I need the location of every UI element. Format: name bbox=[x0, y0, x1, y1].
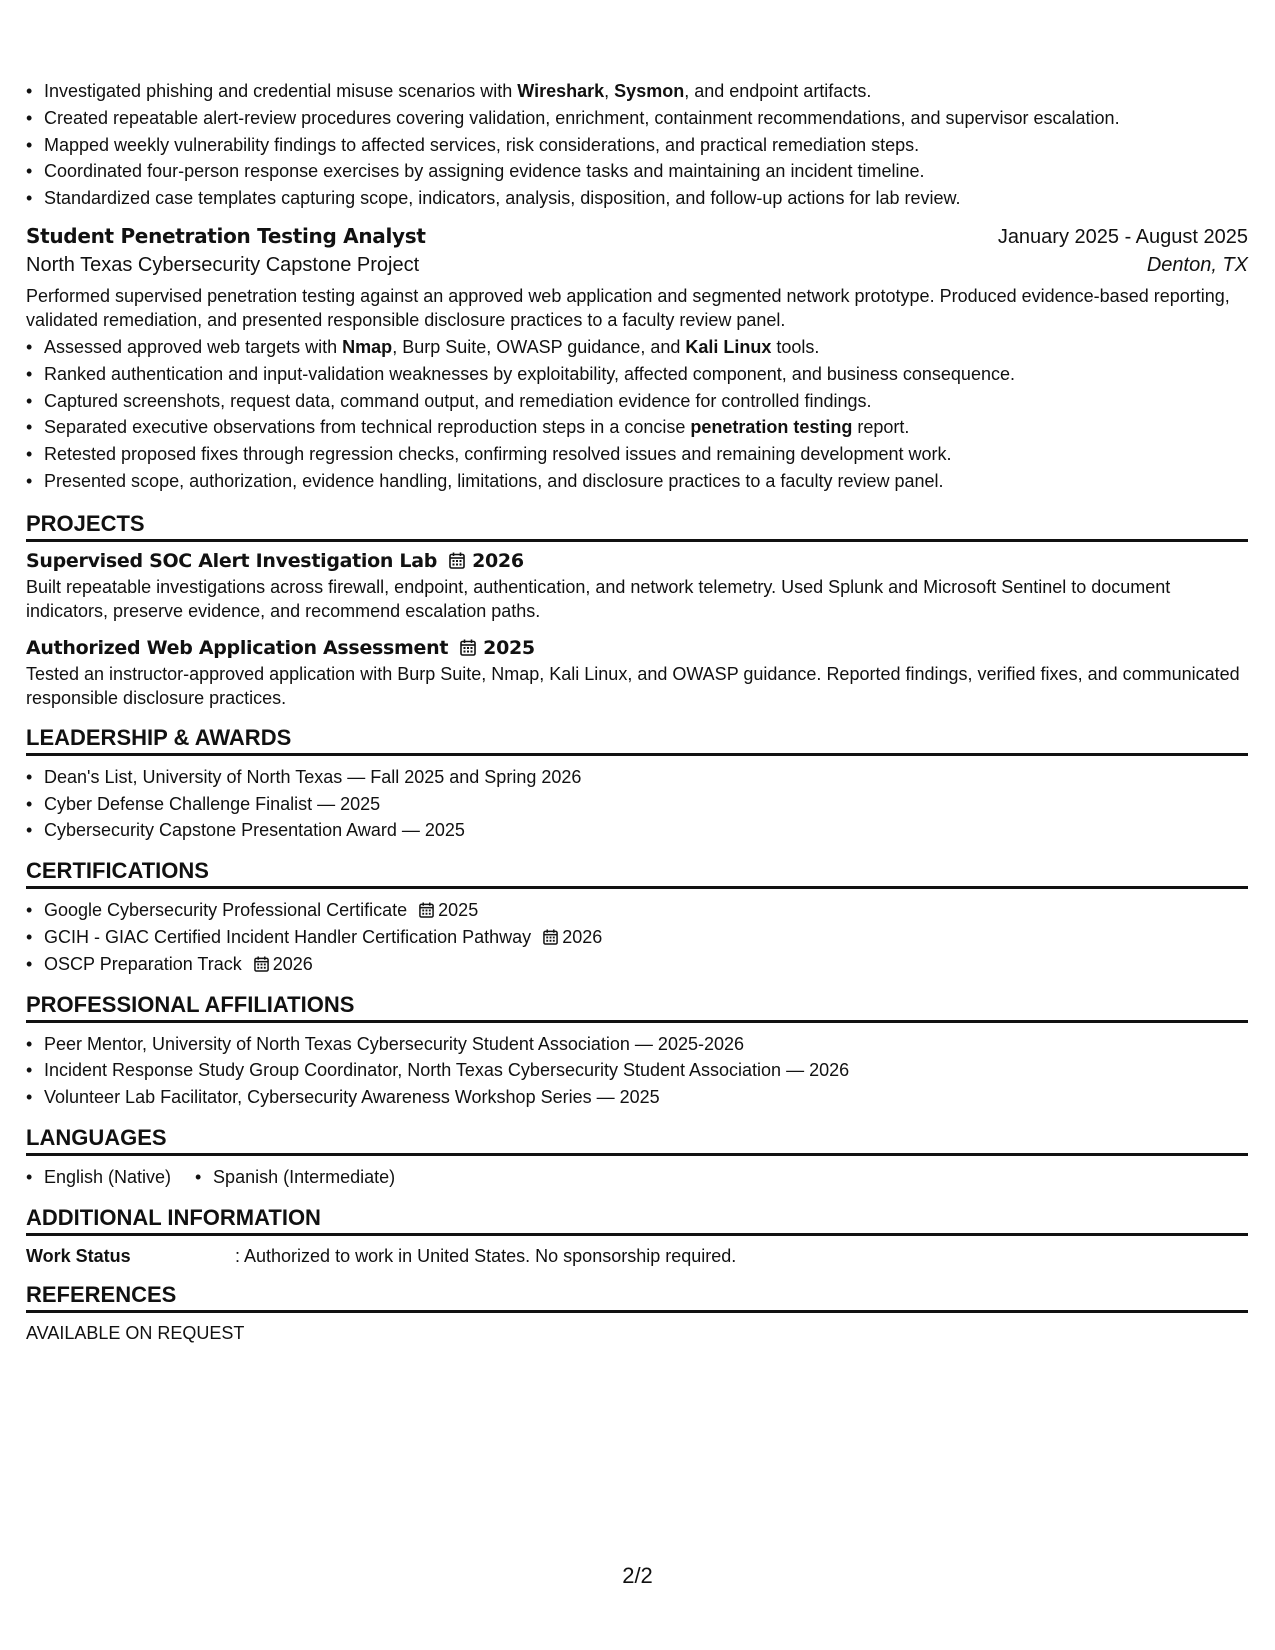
section-heading-leadership: LEADERSHIP & AWARDS bbox=[26, 725, 1248, 756]
resume-page bbox=[26, 78, 1248, 1345]
job-entry bbox=[26, 224, 1248, 495]
list-item: • GCIH - GIAC Certified Incident Handler Certification Pathway 2026 bbox=[44, 924, 1248, 951]
languages-list bbox=[26, 1164, 1248, 1191]
experience-bullets-top bbox=[26, 78, 1248, 212]
list-item: • Coordinated four-person response exercises by assigning evidence tasks and maintaining an incident timeline. bbox=[44, 158, 1248, 185]
certifications-list bbox=[26, 897, 1248, 977]
section-heading-projects: PROJECTS bbox=[26, 511, 1248, 542]
list-item: • Created repeatable alert-review procedures covering validation, enrichment, containment recommendations, and supervisor escalation. bbox=[44, 105, 1248, 132]
job-organization: North Texas Cybersecurity Capstone Project bbox=[26, 253, 420, 276]
list-item: • Volunteer Lab Facilitator, Cybersecurity Awareness Workshop Series — 2025 bbox=[44, 1084, 1248, 1111]
list-item: • Presented scope, authorization, evidence handling, limitations, and disclosure practices to a faculty review panel. bbox=[44, 468, 1248, 495]
list-item: • Google Cybersecurity Professional Certificate 2025 bbox=[44, 897, 1248, 924]
job-summary: Performed supervised penetration testing against an approved web application and segmented network prototype. Produced evidence-based reporting, validated remediation, and presented responsible disclosure practices to a faculty review panel. bbox=[26, 285, 1230, 331]
list-item: • Standardized case templates capturing scope, indicators, analysis, disposition, and follow-up actions for lab review. bbox=[44, 185, 1248, 212]
calendar-icon bbox=[449, 552, 465, 569]
project-year: 2026 bbox=[472, 549, 524, 572]
list-item: • Cyber Defense Challenge Finalist — 2025 bbox=[44, 791, 1248, 818]
list-item: • Assessed approved web targets with Nmap, Burp Suite, OWASP guidance, and Kali Linux tools. bbox=[44, 334, 1248, 361]
list-item: • Separated executive observations from technical reproduction steps in a concise penetration testing report. bbox=[44, 414, 1248, 441]
job-location: Denton, TX bbox=[1146, 253, 1248, 276]
project-header bbox=[26, 637, 1248, 659]
list-item: • Dean's List, University of North Texas — Fall 2025 and Spring 2026 bbox=[44, 764, 1248, 791]
leadership-list bbox=[26, 764, 1248, 844]
section-heading-additional-info: ADDITIONAL INFORMATION bbox=[26, 1205, 1248, 1236]
project-description: Tested an instructor-approved application with Burp Suite, Nmap, Kali Linux, and OWASP guidance. Reported findings, verified fixes, and communicated responsible disclosure practices. bbox=[26, 663, 1240, 709]
list-item: • Investigated phishing and credential misuse scenarios with Wireshark, Sysmon, and endpoint artifacts. bbox=[44, 78, 1248, 105]
list-item: • OSCP Preparation Track 2026 bbox=[44, 951, 1248, 978]
list-item: • Peer Mentor, University of North Texas Cybersecurity Student Association — 2025-2026 bbox=[44, 1031, 1248, 1058]
list-item: • Retested proposed fixes through regression checks, confirming resolved issues and remaining development work. bbox=[44, 441, 1248, 468]
calendar-icon bbox=[460, 639, 476, 656]
project-entry bbox=[26, 637, 1248, 711]
list-item: • English (Native) bbox=[44, 1164, 171, 1191]
calendar-icon bbox=[254, 956, 269, 972]
job-bullets bbox=[26, 334, 1248, 495]
calendar-icon bbox=[419, 902, 434, 918]
references-text: AVAILABLE ON REQUEST bbox=[26, 1322, 245, 1343]
job-title: Student Penetration Testing Analyst bbox=[26, 223, 426, 248]
project-header bbox=[26, 550, 1248, 572]
project-description: Built repeatable investigations across firewall, endpoint, authentication, and network telemetry. Used Splunk and Microsoft Sentinel to document indicators, preserve evidence, and recommend escalation paths. bbox=[26, 576, 1171, 622]
list-item: • Ranked authentication and input-validation weaknesses by exploitability, affected component, and business consequence. bbox=[44, 361, 1248, 388]
job-dates: January 2025 - August 2025 bbox=[997, 225, 1248, 248]
list-item: • Spanish (Intermediate) bbox=[213, 1164, 395, 1191]
affiliations-list bbox=[26, 1031, 1248, 1111]
list-item: • Mapped weekly vulnerability findings to affected services, risk considerations, and practical remediation steps. bbox=[44, 132, 1248, 159]
list-item: • Incident Response Study Group Coordinator, North Texas Cybersecurity Student Association — 2026 bbox=[44, 1057, 1248, 1084]
project-title: Supervised SOC Alert Investigation Lab bbox=[26, 549, 438, 572]
section-heading-affiliations: PROFESSIONAL AFFILIATIONS bbox=[26, 992, 1248, 1023]
section-heading-languages: LANGUAGES bbox=[26, 1125, 1248, 1156]
project-title: Authorized Web Application Assessment bbox=[26, 636, 449, 659]
section-heading-certifications: CERTIFICATIONS bbox=[26, 858, 1248, 889]
job-subheader bbox=[26, 254, 1248, 277]
work-status-row bbox=[26, 1244, 1248, 1268]
calendar-icon bbox=[543, 929, 558, 945]
job-header bbox=[26, 224, 1248, 249]
project-year: 2025 bbox=[483, 636, 535, 659]
list-item: • Cybersecurity Capstone Presentation Award — 2025 bbox=[44, 817, 1248, 844]
project-entry bbox=[26, 550, 1248, 624]
section-heading-references: REFERENCES bbox=[26, 1282, 1248, 1313]
list-item: • Captured screenshots, request data, command output, and remediation evidence for controlled findings. bbox=[44, 388, 1248, 415]
work-status-label: Work Status bbox=[26, 1245, 131, 1266]
page-number: 2/2 bbox=[622, 1563, 653, 1588]
work-status-value: : Authorized to work in United States. No sponsorship required. bbox=[235, 1245, 737, 1266]
